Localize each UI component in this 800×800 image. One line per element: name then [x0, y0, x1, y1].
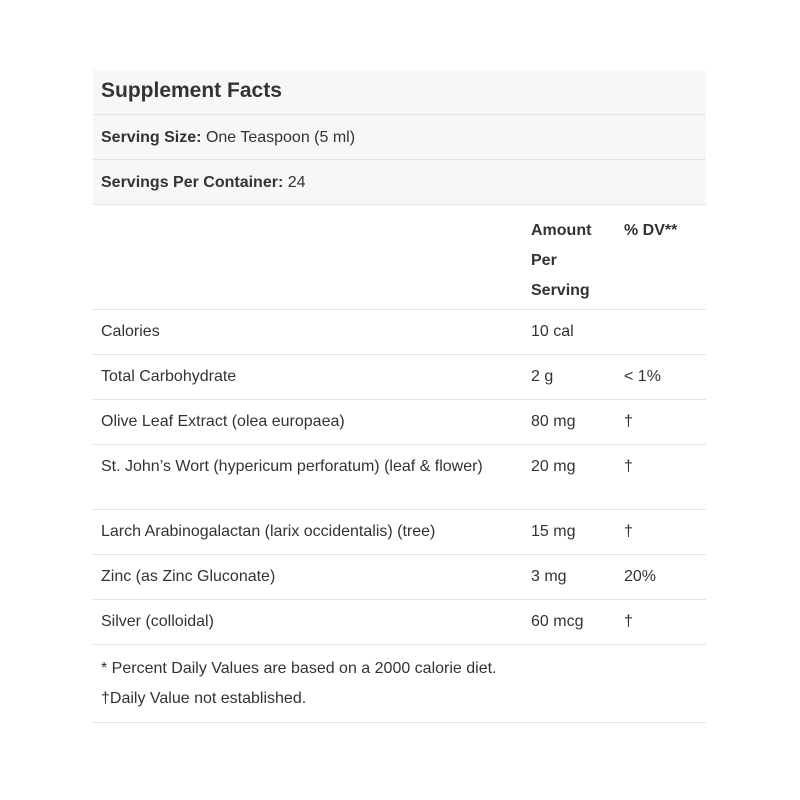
- nutrient-amount: 3 mg: [523, 554, 614, 599]
- nutrient-dv: †: [614, 444, 706, 509]
- nutrient-name: Olive Leaf Extract (olea europaea): [93, 399, 523, 444]
- column-header-dv: % DV**: [614, 204, 706, 309]
- table-row: [93, 509, 706, 554]
- nutrient-dv: [614, 309, 706, 354]
- nutrient-name: Calories: [93, 309, 523, 354]
- supplement-facts-table: [93, 70, 706, 723]
- column-header-row: [93, 204, 706, 309]
- serving-size-value: One Teaspoon (5 ml): [205, 128, 356, 146]
- table-row: [93, 444, 706, 509]
- footnote-dagger: †Daily Value not established.: [101, 689, 307, 707]
- nutrient-amount: 80 mg: [523, 399, 614, 444]
- nutrient-amount: 10 cal: [523, 309, 614, 354]
- nutrient-amount: 20 mg: [523, 444, 614, 509]
- nutrient-dv: †: [614, 399, 706, 444]
- serving-size-label: Serving Size:: [101, 128, 202, 146]
- servings-per-container-value: 24: [287, 173, 306, 191]
- nutrient-name: Total Carbohydrate: [93, 354, 523, 399]
- nutrient-dv: †: [614, 599, 706, 644]
- table-row: [93, 309, 706, 354]
- table-title: Supplement Facts: [93, 70, 706, 114]
- nutrient-dv: †: [614, 509, 706, 554]
- table-row: [93, 554, 706, 599]
- column-header-name: [93, 204, 523, 309]
- servings-per-container-label: Servings Per Container:: [101, 173, 284, 191]
- servings-per-container-row: [93, 159, 706, 204]
- footnote-daily-values: * Percent Daily Values are based on a 2000 calorie diet.: [101, 659, 497, 677]
- column-header-amount: Amount Per Serving: [523, 204, 614, 309]
- nutrient-name: St. John’s Wort (hypericum perforatum) (leaf & flower): [93, 444, 523, 509]
- nutrient-name: Silver (colloidal): [93, 599, 523, 644]
- serving-size-row: [93, 114, 706, 159]
- nutrient-dv: < 1%: [614, 354, 706, 399]
- nutrient-amount: 2 g: [523, 354, 614, 399]
- footnote-row: [93, 644, 706, 722]
- table-row: [93, 599, 706, 644]
- table-row: [93, 354, 706, 399]
- nutrient-name: Larch Arabinogalactan (larix occidentalis) (tree): [93, 509, 523, 554]
- nutrient-dv: 20%: [614, 554, 706, 599]
- nutrient-name: Zinc (as Zinc Gluconate): [93, 554, 523, 599]
- nutrient-amount: 15 mg: [523, 509, 614, 554]
- title-row: [93, 70, 706, 114]
- nutrient-amount: 60 mcg: [523, 599, 614, 644]
- table-row: [93, 399, 706, 444]
